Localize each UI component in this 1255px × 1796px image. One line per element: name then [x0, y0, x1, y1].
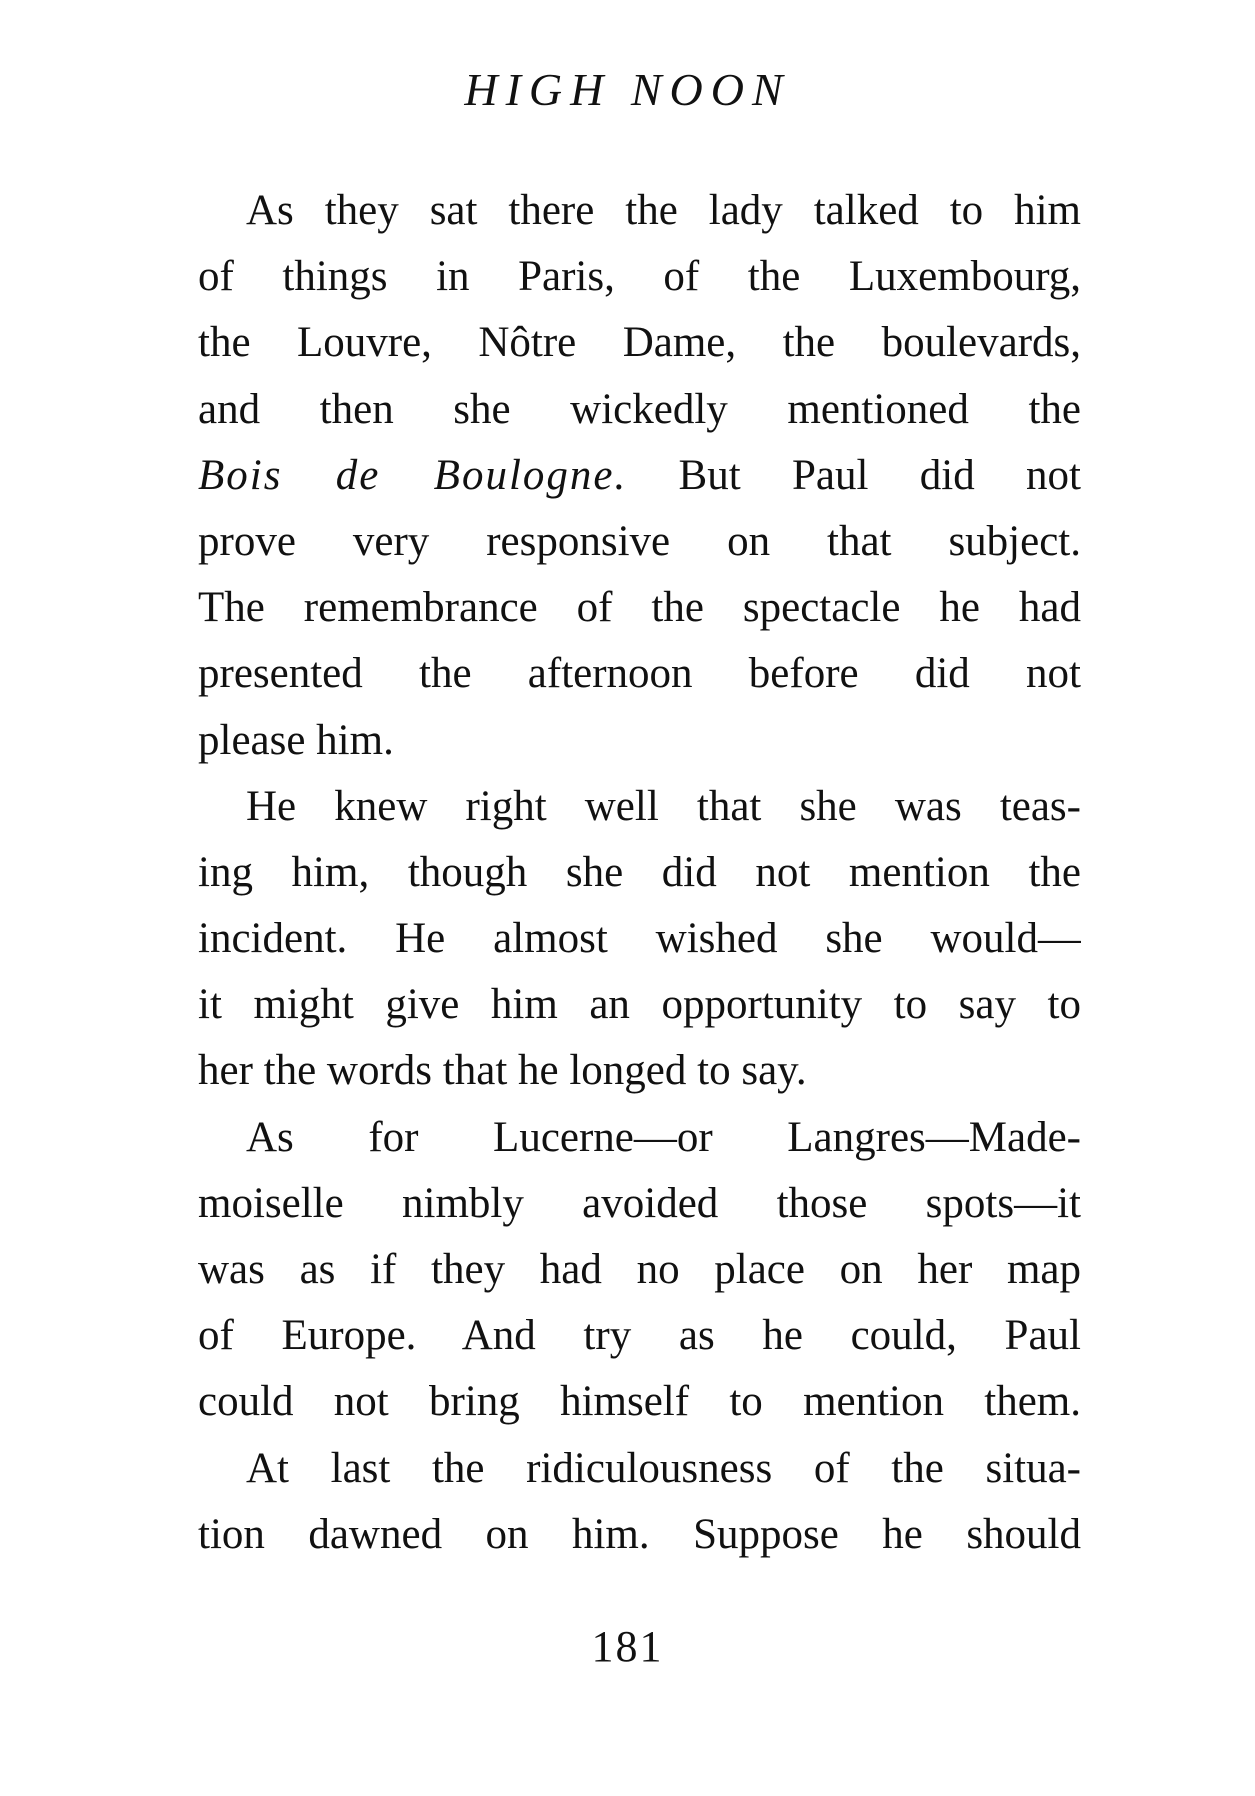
- text-line: [198, 443, 1081, 509]
- text-line: please him.: [198, 716, 394, 764]
- italic-place-name: Bois de Boulogne.: [198, 451, 628, 499]
- text-line-rest: But Paul did not: [627, 451, 1081, 499]
- text-line: He knew right well that she was teas-: [246, 782, 1081, 830]
- page-number: 181: [591, 1622, 664, 1671]
- text-line: At last the ridiculousness of the situa-: [246, 1444, 1081, 1492]
- text-line: could not bring himself to mention them.: [198, 1378, 1081, 1426]
- text-line: tion dawned on him. Suppose he should: [198, 1510, 1081, 1558]
- text-line: As they sat there the lady talked to him: [246, 187, 1081, 234]
- text-line: The remembrance of the spectacle he had: [198, 584, 1081, 632]
- text-line: presented the afternoon before did not: [198, 650, 1081, 698]
- body-text: [198, 178, 1081, 1568]
- text-line: the Louvre, Nôtre Dame, the boulevards,: [198, 319, 1081, 367]
- text-line: incident. He almost wished she would—: [198, 915, 1081, 963]
- text-line: of things in Paris, of the Luxembourg,: [198, 253, 1081, 301]
- running-head: HIGH NOON: [464, 64, 791, 115]
- text-line: moiselle nimbly avoided those spots—it: [198, 1179, 1081, 1227]
- text-line: and then she wickedly mentioned the: [198, 385, 1081, 433]
- text-line: prove very responsive on that subject.: [198, 517, 1081, 565]
- text-line: of Europe. And try as he could, Paul: [198, 1312, 1081, 1360]
- text-line: her the words that he longed to say.: [198, 1047, 807, 1095]
- text-line: it might give him an opportunity to say to: [198, 981, 1081, 1029]
- text-line: ing him, though she did not mention the: [198, 848, 1081, 896]
- text-line: was as if they had no place on her map: [198, 1246, 1081, 1293]
- text-line: As for Lucerne—or Langres—Made-: [246, 1113, 1081, 1161]
